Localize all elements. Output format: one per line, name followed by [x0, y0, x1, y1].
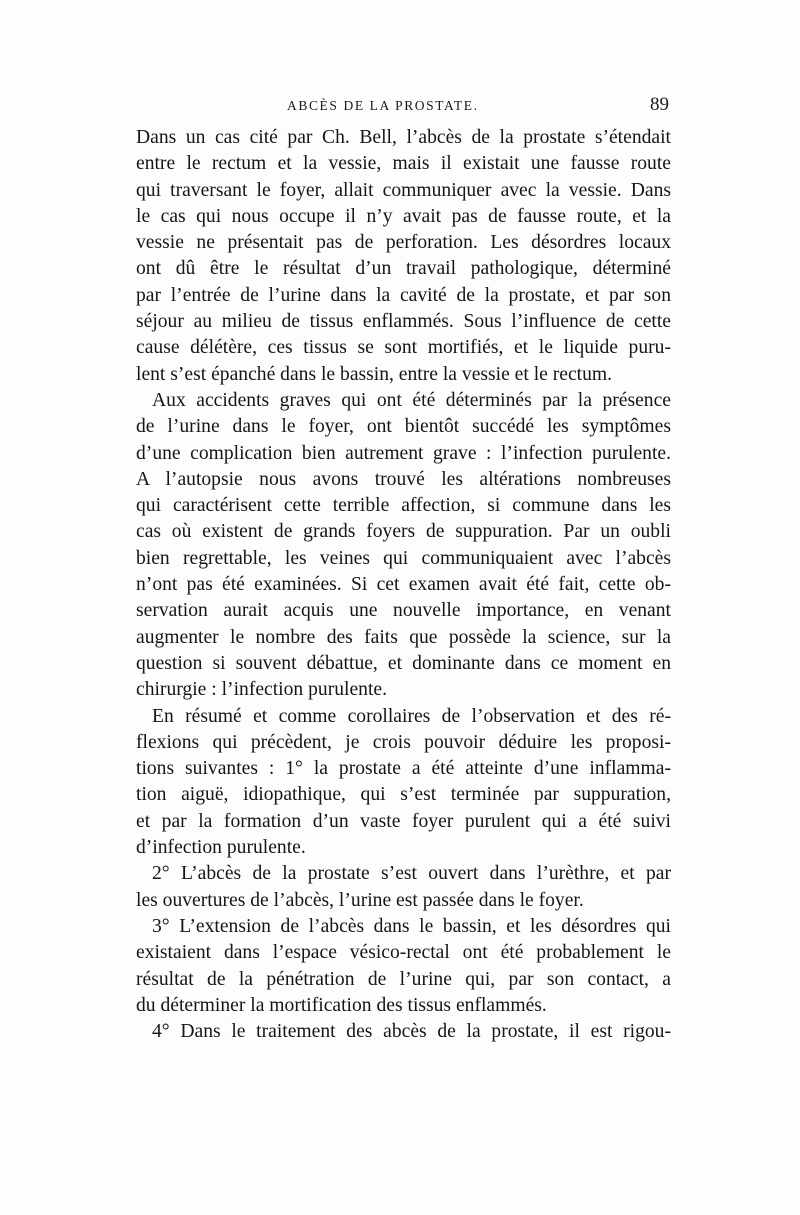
text-line: qui caractérisent cette terrible affection, si commune dans les	[136, 495, 671, 517]
text-line: cas où existent de grands foyers de suppuration. Par un oubli	[136, 521, 671, 543]
text-line: A l’autopsie nous avons trouvé les altérations nombreuses	[136, 468, 671, 490]
paragraph-first-line: Aux accidents graves qui ont été déterminés par la présence	[152, 389, 671, 411]
text-line: par l’entrée de l’urine dans la cavité de la prostate, et par son	[136, 284, 671, 306]
text-line: tion aiguë, idiopathique, qui s’est terminée par suppuration,	[136, 784, 671, 806]
body-text	[136, 125, 671, 1045]
text-line: lent s’est épanché dans le bassin, entre la vessie et le rectum.	[136, 363, 613, 385]
text-line: augmenter le nombre des faits que possède la science, sur la	[136, 626, 671, 648]
paragraph-first-line: 3° L’extension de l’abcès dans le bassin, et les désordres qui	[152, 915, 671, 937]
text-line: n’ont pas été examinées. Si cet examen avait été fait, cette ob-	[136, 574, 671, 596]
text-line: entre le rectum et la vessie, mais il existait une fausse route	[136, 153, 671, 175]
text-line: le cas qui nous occupe il n’y avait pas de fausse route, et la	[136, 205, 671, 227]
text-line: et par la formation d’un vaste foyer purulent qui a été suivi	[136, 810, 671, 832]
text-line: servation aurait acquis une nouvelle importance, en venant	[136, 600, 671, 622]
text-line: qui traversant le foyer, allait communiquer avec la vessie. Dans	[136, 179, 671, 201]
text-line: les ouvertures de l’abcès, l’urine est passée dans le foyer.	[136, 889, 584, 911]
text-line: chirurgie : l’infection purulente.	[136, 679, 388, 701]
text-line: Dans un cas cité par Ch. Bell, l’abcès de la prostate s’étendait	[136, 127, 671, 148]
text-line: flexions qui précèdent, je crois pouvoir déduire les proposi-	[136, 731, 671, 753]
text-line: du déterminer la mortification des tissus enflammés.	[136, 994, 547, 1016]
text-line: résultat de la pénétration de l’urine qui, par son contact, a	[136, 968, 671, 990]
text-line: d’infection purulente.	[136, 837, 306, 859]
running-head	[137, 94, 669, 122]
text-line: bien regrettable, les veines qui communiquaient avec l’abcès	[136, 547, 671, 569]
paragraph-first-line: 4° Dans le traitement des abcès de la prostate, il est rigou-	[152, 1021, 671, 1043]
text-line: tions suivantes : 1° la prostate a été atteinte d’une inflamma-	[136, 758, 671, 780]
text-line: de l’urine dans le foyer, ont bientôt succédé les symptômes	[136, 416, 671, 438]
page-number: 89	[650, 94, 669, 115]
text-line: vessie ne présentait pas de perforation. Les désordres locaux	[136, 232, 671, 254]
text-line: ont dû être le résultat d’un travail pathologique, déterminé	[136, 258, 671, 280]
text-line: cause délétère, ces tissus se sont mortifiés, et le liquide puru-	[136, 337, 671, 359]
text-line: séjour au milieu de tissus enflammés. Sous l’influence de cette	[136, 311, 671, 333]
text-line: d’une complication bien autrement grave : l’infection purulente.	[136, 442, 671, 464]
paragraph-first-line: 2° L’abcès de la prostate s’est ouvert dans l’urèthre, et par	[152, 863, 671, 885]
text-line: existaient dans l’espace vésico-rectal ont été probablement le	[136, 942, 671, 964]
text-line: question si souvent débattue, et dominante dans ce moment en	[136, 652, 671, 674]
running-title: ABCÈS DE LA PROSTATE.	[287, 98, 479, 113]
paragraph-first-line: En résumé et comme corollaires de l’observation et des ré-	[152, 705, 671, 727]
